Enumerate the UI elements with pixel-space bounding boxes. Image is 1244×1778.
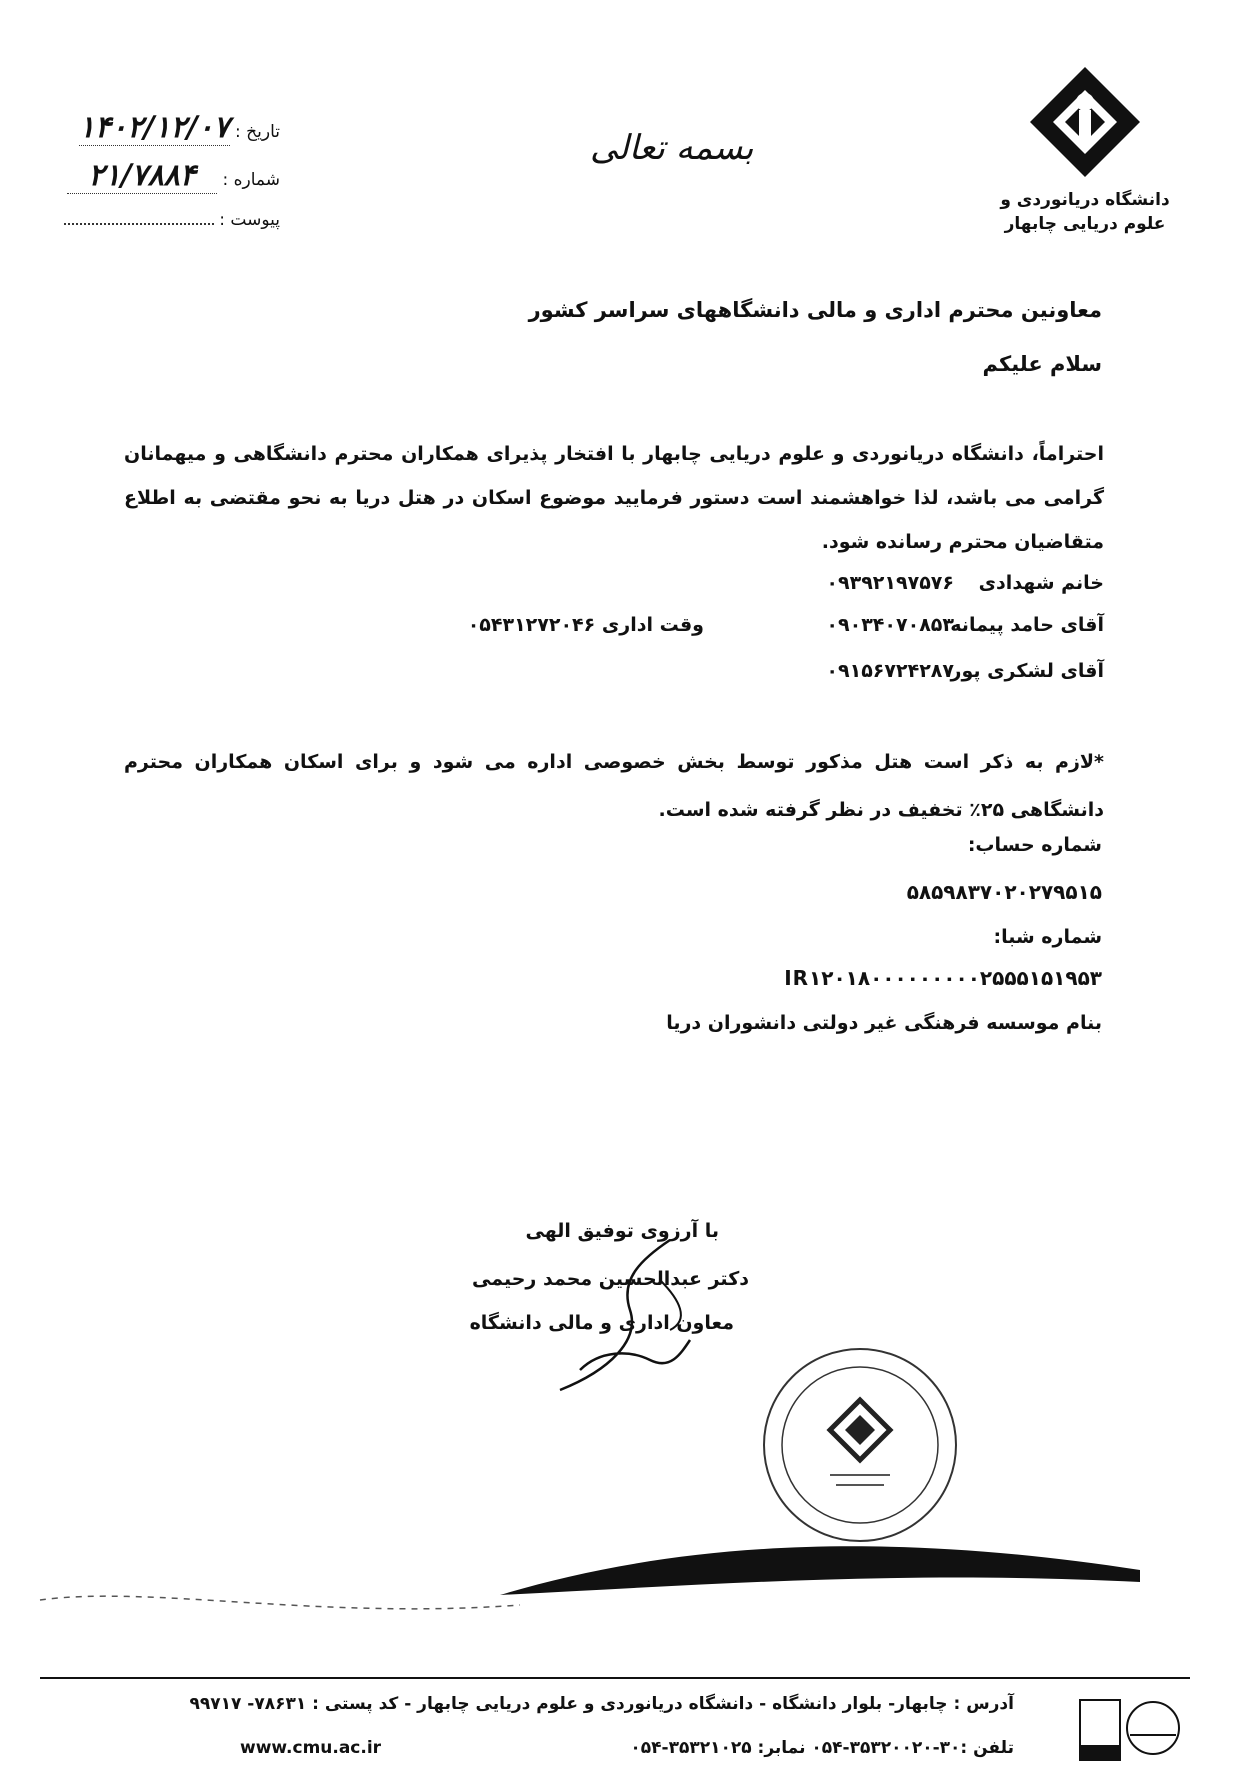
contact-row: [184, 614, 1104, 654]
bismillah: بسمه تعالی: [590, 128, 754, 168]
handwritten-signature: [520, 1220, 740, 1410]
footer-website: www.cmu.ac.ir: [240, 1738, 382, 1758]
number-value: ۲۱/۷۸۸۴: [67, 158, 217, 194]
date-value: ۱۴۰۲/۱۲/۰۷: [78, 110, 230, 145]
attachment-label: پیوست :: [219, 210, 280, 230]
sheba-label: شماره شبا:: [993, 926, 1102, 948]
discount-note: *لازم به ذکر است هتل مذکور توسط بخش خصوصی اداره می شود و برای اسکان همکاران محترم دانشگاهی ۲۵٪ تخفیف در نظر گرفته شده است.: [124, 751, 1104, 821]
university-name-line2: علوم دریایی چابهار: [1004, 214, 1166, 234]
contact-phone: ۰۹۰۳۴۰۷۰۸۵۳: [826, 614, 954, 636]
contact-row: [184, 660, 1104, 700]
contact-extra: وقت اداری ۰۵۴۳۱۲۷۲۰۴۶: [467, 614, 704, 636]
account-number: ۵۸۵۹۸۳۷۰۲۰۲۷۹۵۱۵: [906, 880, 1102, 904]
signer-title: معاون اداری و مالی دانشگاه: [469, 1312, 734, 1334]
account-label: شماره حساب:: [967, 834, 1102, 856]
date-label: تاریخ :: [235, 122, 280, 142]
contact-name: آقای حامد پیمانه: [950, 614, 1104, 636]
letter-paragraph: احتراماً، دانشگاه دریانوردی و علوم دریایی چابهار با افتخار پذیرای همکاران محترم دانشگاهی و میهمانان گرامی می باشد، لذا خواهشمند است دستور فرمایید موضوع اسکان در هتل دریا به نحو مقتضی به اطلاع متقاضیان محترم رسانده شود.: [124, 443, 1104, 553]
iso-certification-logo: [1075, 1690, 1185, 1770]
university-name: [1000, 188, 1170, 236]
contact-name: خانم شهدادی: [978, 572, 1104, 594]
footer-address: آدرس : چابهار- بلوار دانشگاه - دانشگاه دریانوردی و علوم دریایی چابهار - کد پستی : ۷۸۶۳۱- ۹۹۷۱۷: [189, 1694, 1014, 1714]
closing-line: با آرزوی توفیق الهی: [525, 1220, 719, 1242]
attachment-row: [40, 210, 280, 230]
contact-phone: ۰۹۳۹۲۱۹۷۵۷۶: [826, 572, 954, 594]
signer-name: دکتر عبدالحسین محمد رحیمی: [472, 1268, 749, 1290]
footer-wave-decoration: [0, 1470, 1244, 1690]
footer-phone: تلفن :۳۰-۳۵۳۲۰۰۲۰-۰۵۴ نمابر: ۳۵۳۲۱۰۲۵-۰۵۴: [630, 1738, 1014, 1758]
greeting-line: سلام علیکم: [982, 352, 1102, 376]
contact-phone: ۰۹۱۵۶۷۲۴۲۸۷: [826, 660, 954, 682]
university-logo: [1025, 62, 1145, 182]
university-name-line1: دانشگاه دریانوردی و: [1000, 190, 1170, 210]
contact-row: [184, 572, 1104, 612]
beneficiary-line: بنام موسسه فرهنگی غیر دولتی دانشوران دریا: [666, 1012, 1102, 1034]
date-row: [40, 110, 280, 146]
number-label: شماره :: [222, 170, 280, 190]
contact-name: آقای لشکری پور: [950, 660, 1104, 682]
attachment-blank: [64, 213, 214, 225]
recipient-line: معاونین محترم اداری و مالی دانشگاههای سراسر کشور: [528, 298, 1102, 322]
sheba-number: IR۱۲۰۱۸۰۰۰۰۰۰۰۰۰۲۵۵۵۱۵۱۹۵۳: [784, 966, 1102, 990]
number-row: [40, 158, 280, 194]
university-logo-icon: [1025, 62, 1145, 182]
